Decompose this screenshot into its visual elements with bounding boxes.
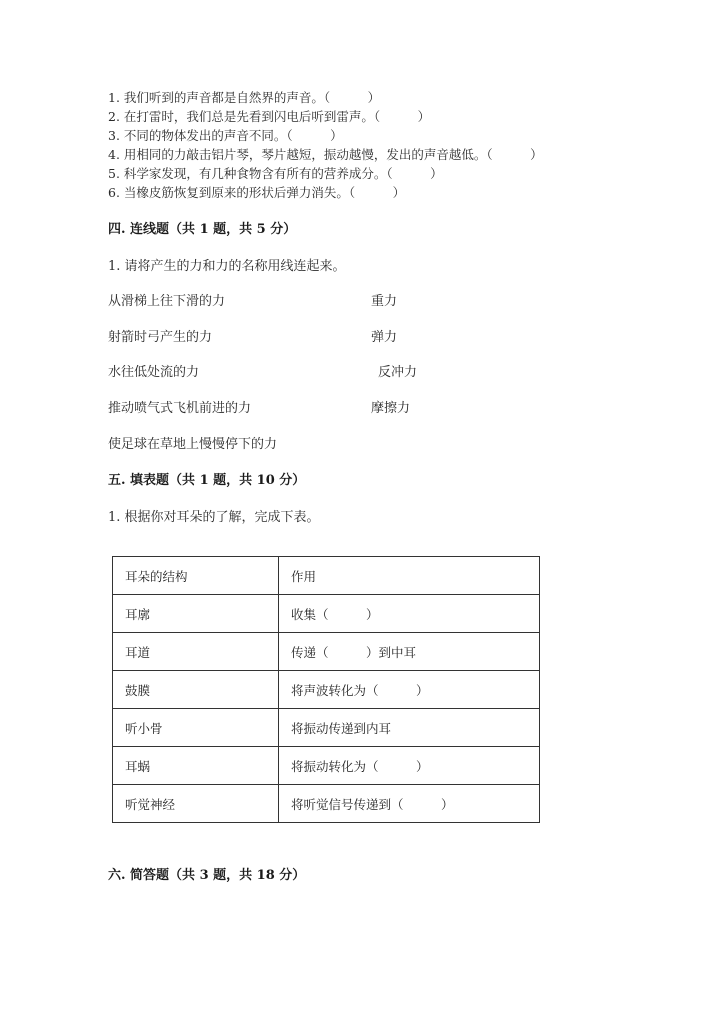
table-cell-function: 将振动传递到内耳 [279,709,540,747]
true-false-item: 4. 用相同的力敲击铝片琴，琴片越短，振动越慢，发出的声音越低。（ ） [108,147,543,162]
table-row [113,633,540,671]
table-cell-structure: 耳蜗 [113,747,279,785]
matching-right-item: 摩擦力 [371,401,411,416]
table-cell-function: 将听觉信号传递到（ ） [279,785,540,823]
true-false-item: 5. 科学家发现，有几种食物含有所有的营养成分。（ ） [108,166,443,181]
table-row [113,709,540,747]
true-false-item: 6. 当橡皮筋恢复到原来的形状后弹力消失。（ ） [108,185,406,200]
true-false-item: 2. 在打雷时，我们总是先看到闪电后听到雷声。（ ） [108,109,431,124]
matching-left-item: 水往低处流的力 [108,365,200,380]
true-false-item: 3. 不同的物体发出的声音不同。（ ） [108,128,343,143]
matching-left-item: 射箭时弓产生的力 [108,330,213,345]
table-row [113,785,540,823]
table-row [113,747,540,785]
true-false-item: 1. 我们听到的声音都是自然界的声音。（ ） [108,90,381,105]
matching-right-item: 重力 [371,294,398,309]
true-false-list [108,88,543,202]
section-title-short-answer: 六. 简答题（共 3 题，共 18 分） [108,868,306,883]
fill-table-question: 1. 根据你对耳朵的了解，完成下表。 [108,510,320,525]
matching-left-item: 推动喷气式飞机前进的力 [108,401,252,416]
table-row [113,671,540,709]
table-row [113,595,540,633]
table-cell-structure: 听觉神经 [113,785,279,823]
matching-right-item: 弹力 [371,330,398,345]
ear-structure-table [112,556,540,823]
table-cell-function: 传递（ ）到中耳 [279,633,540,671]
matching-question: 1. 请将产生的力和力的名称用线连起来。 [108,259,346,274]
table-header-cell: 作用 [279,557,540,595]
table-cell-function: 将振动转化为（ ） [279,747,540,785]
table-cell-function: 收集（ ） [279,595,540,633]
table-cell-function: 将声波转化为（ ） [279,671,540,709]
section-title-matching: 四. 连线题（共 1 题，共 5 分） [108,222,297,237]
table-cell-structure: 耳廓 [113,595,279,633]
matching-left-item: 使足球在草地上慢慢停下的力 [108,437,278,452]
matching-left-item: 从滑梯上往下滑的力 [108,294,226,309]
table-cell-structure: 鼓膜 [113,671,279,709]
table-cell-structure: 听小骨 [113,709,279,747]
section-title-fill-table: 五. 填表题（共 1 题，共 10 分） [108,473,306,488]
matching-right-item: 反冲力 [378,365,418,380]
table-cell-structure: 耳道 [113,633,279,671]
table-header-cell: 耳朵的结构 [113,557,279,595]
table-header-row [113,557,540,595]
